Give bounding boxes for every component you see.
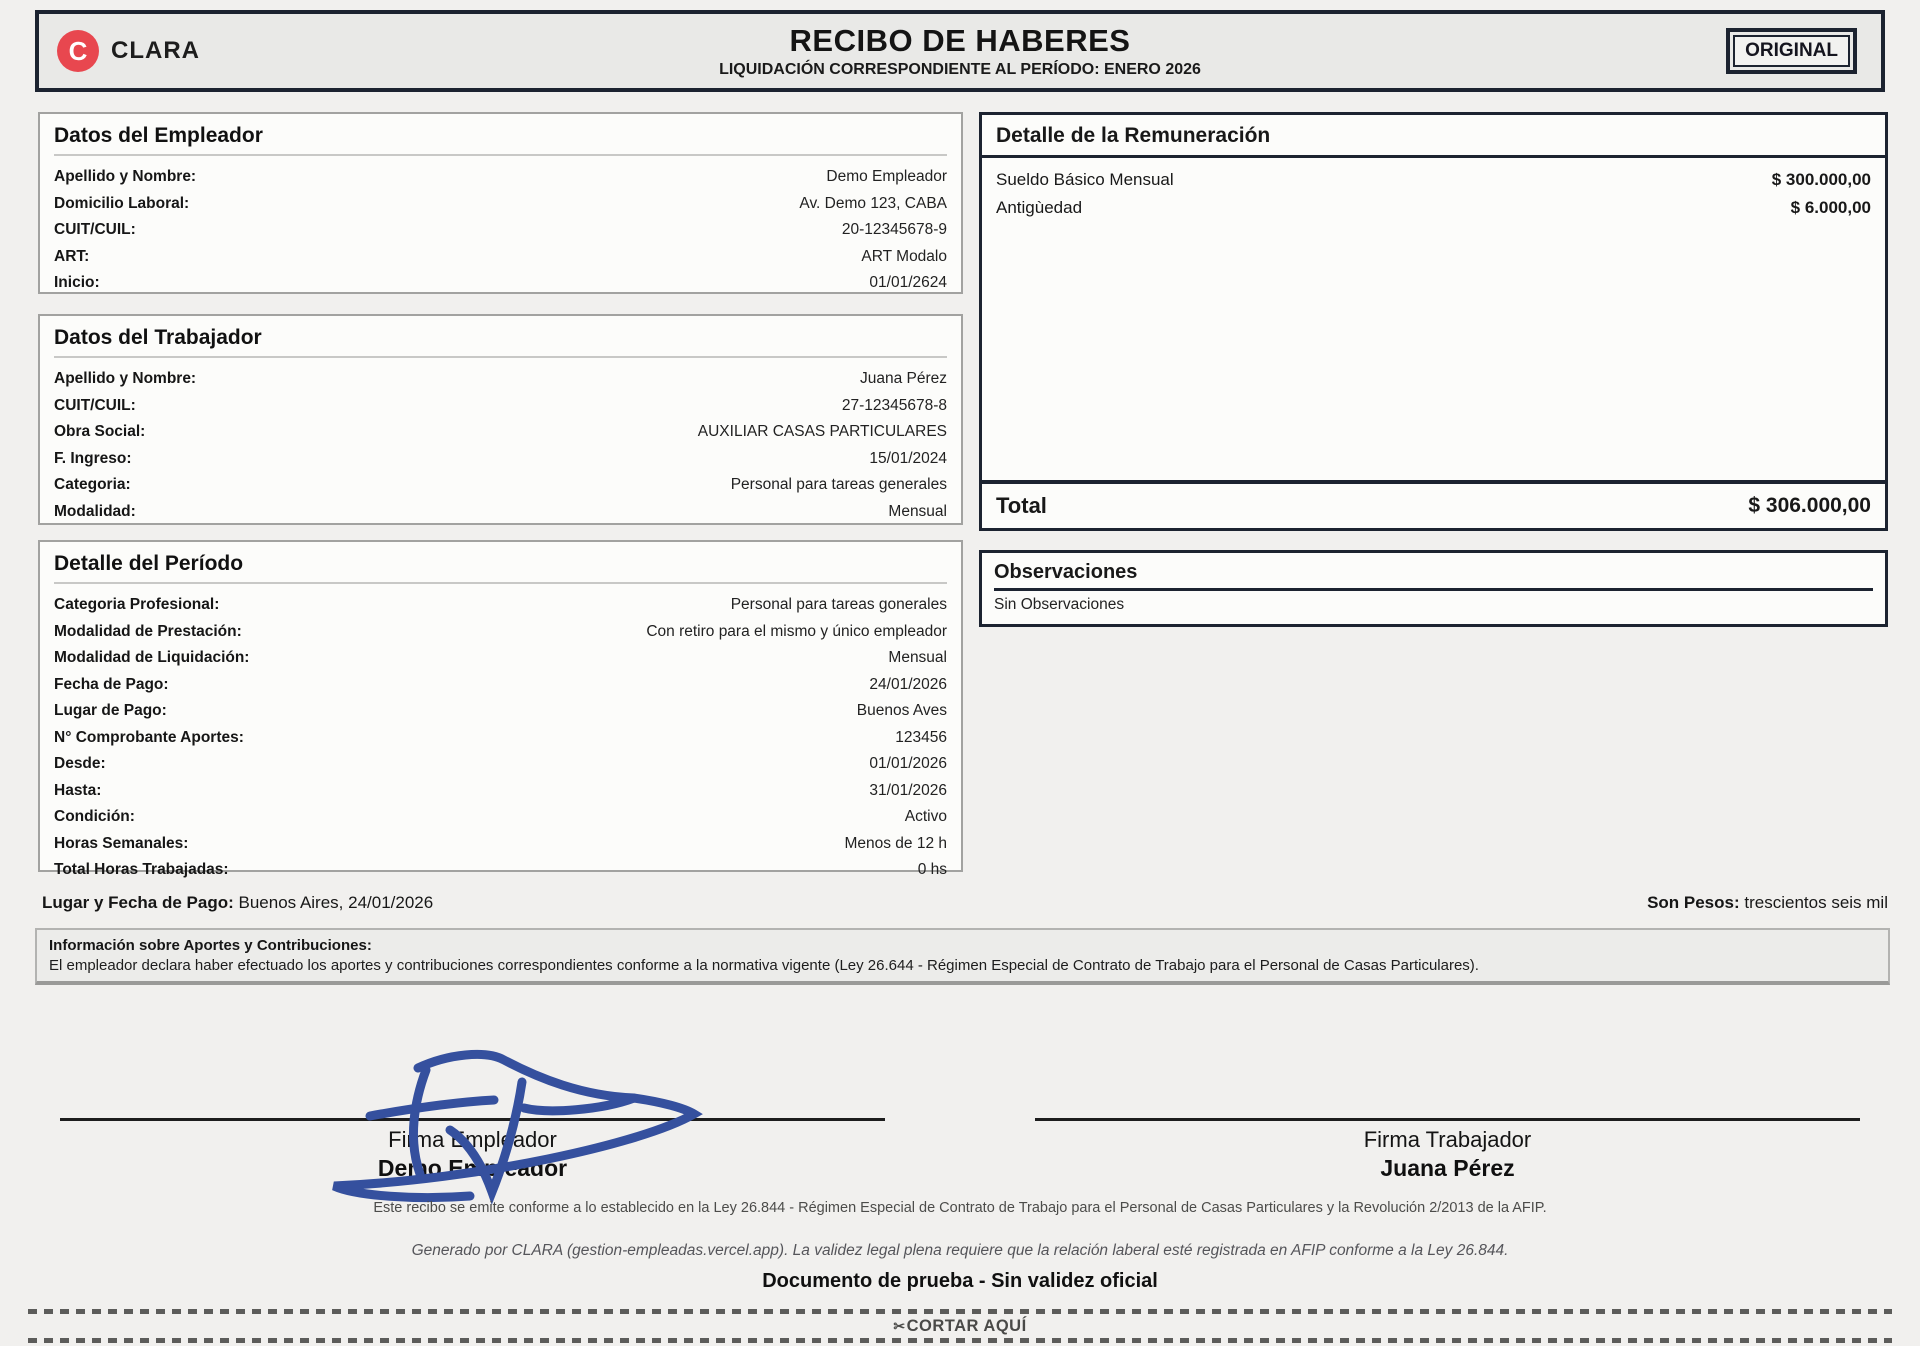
field-value: Con retiro para el mismo y único empleador: [646, 622, 947, 640]
field-label: Inicio:: [54, 274, 100, 291]
table-row: [54, 831, 947, 858]
field-value: Mensual: [888, 649, 947, 666]
right-column: [979, 112, 1888, 872]
main-columns: [38, 112, 1888, 878]
table-row: [54, 804, 947, 831]
field-label: Modalidad de Prestación:: [54, 622, 242, 640]
contributions-text: El empleador declara haber efectuado los aportes y contribuciones correspondientes conforme a la normativa vigente (Ley 26.644 - Régimen Especial de Contrato de Trabajo para el Personal de Casas Particulares).: [49, 957, 1479, 974]
contributions-title: Información sobre Aportes y Contribuciones:: [49, 937, 372, 954]
field-value: Mensual: [888, 502, 947, 520]
observations-section: [979, 550, 1888, 627]
copy-badge-area: [1581, 35, 1881, 67]
field-label: Lugar de Pago:: [54, 702, 167, 719]
table-row: [54, 446, 947, 473]
table-row: [54, 672, 947, 699]
scissors-icon: ✂: [893, 1318, 906, 1334]
cut-dashed-line: [28, 1309, 1892, 1314]
table-row: [54, 857, 947, 884]
document-subtitle: LIQUIDACIÓN CORRESPONDIENTE AL PERÍODO: ENERO 2026: [719, 61, 1201, 78]
signature-line: [1035, 1118, 1860, 1121]
table-row: [54, 217, 947, 244]
field-label: Modalidad de Liquidación:: [54, 649, 250, 666]
remuneration-items: [982, 158, 1885, 480]
field-label: F. Ingreso:: [54, 449, 132, 467]
field-label: Desde:: [54, 755, 106, 772]
total-row: [982, 480, 1885, 528]
header-title-area: [339, 23, 1581, 79]
brand-area: [39, 30, 339, 72]
payment-place-date: [42, 893, 433, 913]
field-label: ART:: [54, 247, 90, 265]
clara-logo-icon: C: [57, 30, 99, 72]
field-label: Categoria:: [54, 476, 131, 493]
total-amount: $ 306.000,00: [1748, 494, 1871, 517]
table-row: [54, 592, 947, 619]
section-title: Detalle de la Remuneración: [982, 115, 1885, 158]
field-value: Demo Empleador: [826, 168, 947, 185]
cut-here-label: CORTAR AQUÍ: [906, 1317, 1027, 1335]
remuneration-section: [979, 112, 1888, 531]
field-value: Personal para tareas generales: [730, 476, 947, 493]
table-row: [54, 244, 947, 271]
field-label: Hasta:: [54, 781, 102, 799]
section-title: Datos del Empleador: [54, 124, 947, 156]
section-title: Datos del Trabajador: [54, 326, 947, 358]
field-label: Modalidad:: [54, 502, 136, 520]
field-label: N° Comprobante Aportes:: [54, 728, 244, 746]
field-value: 15/01/2024: [869, 449, 947, 467]
field-value: 20-12345678-9: [841, 221, 947, 238]
header-bar: [35, 10, 1885, 92]
table-row: [996, 166, 1871, 194]
payment-label: Lugar y Fecha de Pago:: [42, 893, 234, 912]
cut-dashed-line: [28, 1338, 1892, 1343]
left-column: [38, 112, 963, 878]
table-row: [54, 751, 947, 778]
field-label: CUIT/CUIL:: [54, 221, 136, 238]
concept-amount: $ 6.000,00: [1790, 198, 1871, 217]
field-label: CUIT/CUIL:: [54, 396, 136, 414]
total-label: Total: [996, 493, 1047, 518]
signature-caption: Firma Trabajador: [1363, 1127, 1532, 1152]
worker-section: [38, 314, 963, 525]
field-value: ART Modalo: [861, 247, 947, 265]
field-value: Juana Pérez: [859, 370, 947, 387]
field-label: Total Horas Trabajadas:: [54, 861, 229, 878]
table-row: [54, 778, 947, 805]
employer-section: [38, 112, 963, 294]
table-row: [54, 725, 947, 752]
field-value: 31/01/2026: [869, 781, 947, 799]
table-row: [54, 472, 947, 499]
table-row: [54, 191, 947, 218]
table-row: [996, 194, 1871, 222]
signature-caption: Firma Empleador: [388, 1127, 557, 1152]
payment-value: Buenos Aires, 24/01/2026: [238, 893, 434, 912]
field-value: Personal para tareas gonerales: [730, 596, 947, 613]
original-badge: ORIGINAL: [1733, 35, 1850, 67]
payment-line: [42, 893, 1888, 913]
signatures-area: [60, 1118, 1860, 1182]
field-value: 01/01/2026: [869, 755, 947, 772]
field-label: Fecha de Pago:: [54, 675, 169, 693]
document-title: RECIBO DE HABERES: [789, 23, 1131, 58]
signature-name: Demo Empleador: [377, 1155, 568, 1181]
generated-by-text: Generado por CLARA (gestion-empleadas.vercel.app). La validez legal plena requiere que la relación laberal esté registrada en AFIP conforme a la Ley 26.844.: [411, 1242, 1509, 1259]
employer-signature-block: [60, 1118, 885, 1182]
field-value: 0 hs: [917, 861, 947, 878]
field-value: AUXILIAR CASAS PARTICULARES: [697, 423, 947, 440]
table-row: [54, 270, 947, 297]
table-row: [54, 419, 947, 446]
field-value: Menos de 12 h: [844, 834, 947, 852]
signature-name: Juana Pérez: [1380, 1155, 1515, 1181]
field-label: Apellido y Nombre:: [54, 168, 197, 185]
section-title: Observaciones: [994, 561, 1873, 591]
field-value: 01/01/2624: [869, 274, 947, 291]
field-label: Obra Social:: [54, 423, 146, 440]
table-row: [54, 698, 947, 725]
table-row: [54, 619, 947, 646]
amount-in-words: [1647, 893, 1888, 913]
field-value: Buenos Aves: [856, 702, 947, 719]
field-label: Horas Semanales:: [54, 834, 189, 852]
table-row: [54, 164, 947, 191]
table-row: [54, 393, 947, 420]
concept-label: Antigùedad: [996, 198, 1083, 217]
period-section: [38, 540, 963, 878]
contributions-info-box: [35, 928, 1890, 985]
field-value: Activo: [904, 808, 947, 825]
amount-words-value: trescientos seis mil: [1744, 893, 1888, 912]
table-row: [54, 645, 947, 672]
field-value: 24/01/2026: [869, 675, 947, 693]
section-title: Detalle del Período: [54, 552, 947, 584]
brand-name: CLARA: [111, 37, 200, 64]
field-label: Condición:: [54, 808, 135, 825]
field-value: Av. Demo 123, CABA: [799, 194, 947, 212]
amount-words-label: Son Pesos:: [1647, 893, 1740, 912]
table-row: [54, 499, 947, 526]
concept-label: Sueldo Básico Mensual: [996, 170, 1174, 189]
field-value: 27-12345678-8: [841, 396, 947, 414]
disclaimer-text: Documento de prueba - Sin validez oficial: [762, 1270, 1158, 1292]
legal-text: Este recibo se emite conforme a lo establecido en la Ley 26.844 - Régimen Especial de Contrato de Trabajo para el Personal de Casas Particulares y la Revolución 2/2013 de la AFIP.: [373, 1200, 1547, 1216]
field-value: 123456: [895, 728, 947, 746]
signature-line: [60, 1118, 885, 1121]
field-label: Apellido y Nombre:: [54, 370, 197, 387]
observations-text: Sin Observaciones: [994, 596, 1125, 613]
field-label: Categoria Profesional:: [54, 596, 220, 613]
worker-signature-block: [1035, 1118, 1860, 1182]
cut-here-label-wrap: [0, 1317, 1920, 1336]
field-label: Domicilio Laboral:: [54, 194, 190, 212]
table-row: [54, 366, 947, 393]
concept-amount: $ 300.000,00: [1771, 170, 1871, 189]
